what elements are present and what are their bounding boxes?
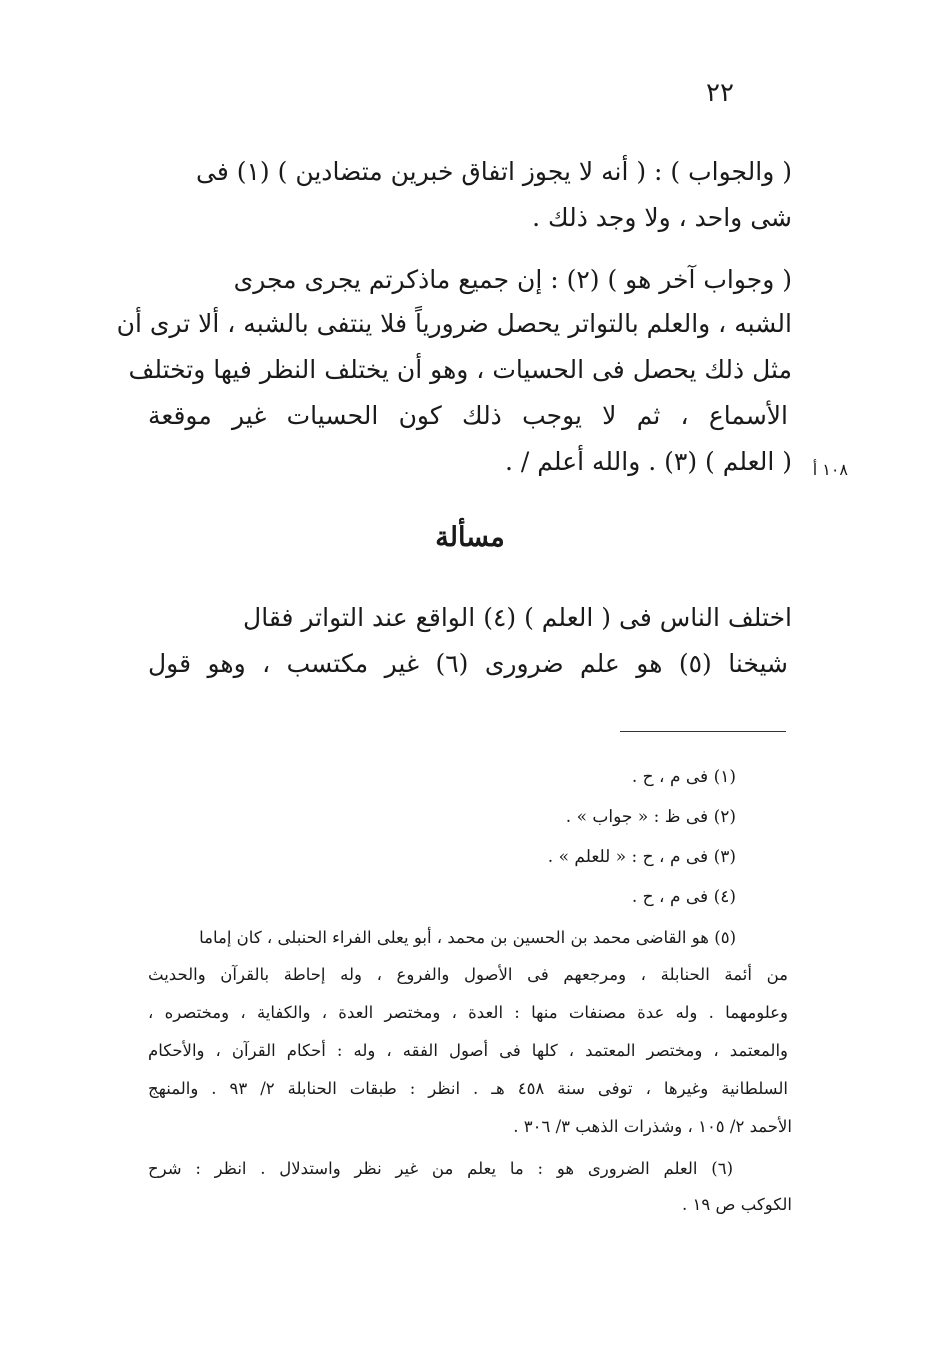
footnote-5-line-6: الأحمد ٢/ ١٠٥ ، وشذرات الذهب ٣/ ٣٠٦ . bbox=[513, 1117, 792, 1136]
footnote-5-line-1: (٥) هو القاضى محمد بن الحسين بن محمد ، أبو يعلى الفراء الحنبلى ، كان إماما bbox=[199, 928, 736, 947]
footnote-5-line-2 bbox=[148, 962, 788, 988]
folio-margin-note: ١٠٨ أ bbox=[812, 460, 848, 479]
footnote-2: (٢) فى ظ : « جواب » . bbox=[565, 807, 736, 827]
paragraph-2-line-5: ( العلم ) (٣) . والله أعلم / . bbox=[505, 447, 792, 476]
paragraph-2-line-4-text: الأسماع ، ثم لا يوجب ذلك كون الحسيات غير موقعة bbox=[148, 401, 788, 430]
footnote-divider bbox=[620, 731, 786, 732]
paragraph-2-line-2: الشبه ، والعلم بالتواتر يحصل ضرورياً فلا ينتفى بالشبه ، ألا ترى أن bbox=[116, 309, 792, 338]
section-title: مسألة bbox=[435, 522, 505, 553]
paragraph-2-line-1: ( وجواب آخر هو ) (٢) : إن جميع ماذكرتم يجرى مجرى bbox=[233, 265, 792, 294]
footnote-5-line-4 bbox=[148, 1038, 788, 1064]
footnote-6-line-2: الكوكب ص ١٩ . bbox=[682, 1195, 792, 1214]
footnote-1: (١) فى م ، ح . bbox=[631, 767, 736, 787]
footnote-5-line-5 bbox=[148, 1076, 788, 1102]
footnote-6-line-1 bbox=[148, 1156, 733, 1182]
footnote-3: (٣) فى م ، ح : « للعلم » . bbox=[547, 847, 736, 867]
footnote-5-line-3-text: وعلومهما . وله عدة مصنفات منها : العدة ، ومختصر العدة ، والكفاية ، ومختصره ، bbox=[148, 1003, 788, 1022]
footnote-5-line-2-text: من أئمة الحنابلة ، ومرجعهم فى الأصول والفروع ، وله إحاطة بالقرآن والحديث bbox=[148, 965, 788, 984]
paragraph-1-line-2: شى واحد ، ولا وجد ذلك . bbox=[532, 203, 792, 232]
footnote-5-line-3 bbox=[148, 1000, 788, 1026]
footnote-4: (٤) فى م ، ح . bbox=[631, 887, 736, 907]
footnote-5-line-4-text: والمعتمد ، ومختصر المعتمد ، كلها فى أصول الفقه ، وله : أحكام القرآن ، والأحكام bbox=[148, 1041, 788, 1060]
paragraph-3-line-1: اختلف الناس فى ( العلم ) (٤) الواقع عند التواتر فقال bbox=[243, 603, 792, 632]
paragraph-3-line-2-text: شيخنا (٥) هو علم ضرورى (٦) غير مكتسب ، وهو قول bbox=[148, 649, 788, 678]
footnote-6-line-1-text: (٦) العلم الضرورى هو : ما يعلم من غير نظر واستدلال . انظر : شرح bbox=[148, 1159, 733, 1178]
page-number: ٢٢ bbox=[706, 78, 734, 108]
paragraph-2-line-4 bbox=[148, 398, 788, 434]
paragraph-3-line-2 bbox=[148, 646, 788, 682]
paragraph-2-line-3: مثل ذلك يحصل فى الحسيات ، وهو أن يختلف النظر فيها وتختلف bbox=[128, 355, 792, 384]
paragraph-1-line-1: ( والجواب ) : ( أنه لا يجوز اتفاق خبرين متضادين ) (١) فى bbox=[195, 157, 792, 186]
footnote-5-line-5-text: السلطانية وغيرها ، توفى سنة ٤٥٨ هـ . انظر : طبقات الحنابلة ٢/ ٩٣ . والمنهج bbox=[148, 1079, 788, 1098]
